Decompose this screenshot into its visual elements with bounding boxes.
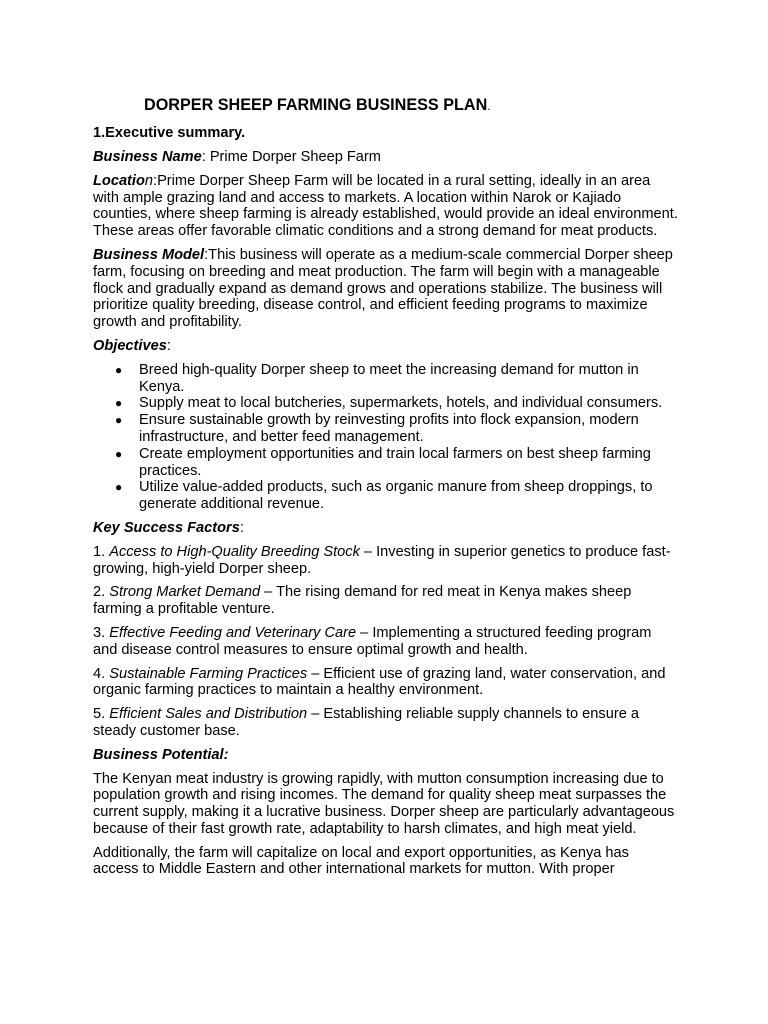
business-name-label: Business Name	[93, 149, 202, 165]
factor-text: – Establishing reliable supply channels to ensure a steady customer base.	[93, 706, 639, 739]
factor-number: 2.	[93, 584, 110, 601]
business-name-paragraph	[93, 149, 678, 166]
success-factor-item	[93, 584, 678, 618]
factor-number: 3.	[93, 624, 110, 641]
bullet-icon: ●	[115, 396, 123, 411]
key-success-factors-colon: :	[239, 519, 244, 536]
key-success-factors-heading	[93, 520, 678, 537]
factor-title: Sustainable Farming Practices	[109, 665, 308, 682]
location-text: :Prime Dorper Sheep Farm will be located in a rural setting, ideally in an area with ample grazing land and access to markets. A location within Narok or Kajiado counties, where sheep farming is already established, would provide an ideal environment. These areas offer favorable climatic conditions and a strong demand for meat products.	[93, 172, 678, 240]
business-potential-paragraph-1: The Kenyan meat industry is growing rapidly, with mutton consumption increasing due to population growth and rising incomes. The demand for quality sheep meat surpasses the current supply, making it a lucrative business. Dorper sheep are particularly advantageous because of their fast growth rate, adaptability to harsh climates, and high meat yield.	[93, 770, 675, 837]
business-model-text: :This business will operate as a medium-scale commercial Dorper sheep farm, focusing on breeding and meat production. The farm will begin with a manageable flock and gradually expand as demand grows and operations stabilize. The business will prioritize quality breeding, disease control, and efficient feeding programs to maximize growth and profitability.	[93, 246, 673, 331]
success-factor-item	[93, 666, 678, 700]
factor-title: Efficient Sales and Distribution	[109, 706, 308, 723]
document-title-period: .	[487, 99, 491, 113]
document-title-text: DORPER SHEEP FARMING BUSINESS PLAN	[144, 96, 488, 114]
factor-title: Strong Market Demand	[109, 584, 261, 601]
location-label: Locatio	[93, 172, 145, 189]
objective-text: Create employment opportunities and train local farmers on best sheep farming practices.	[139, 445, 651, 479]
executive-summary-heading: 1.Executive summary.	[93, 125, 246, 141]
business-name-value: Prime Dorper Sheep Farm	[209, 149, 381, 165]
bullet-icon: ●	[115, 413, 123, 428]
business-name-separator: :	[201, 149, 210, 165]
objective-text: Utilize value-added products, such as organic manure from sheep droppings, to generate additional revenue.	[139, 479, 653, 513]
document-title	[144, 95, 678, 116]
business-potential-label: Business Potential:	[93, 746, 229, 763]
bullet-icon: ●	[115, 362, 123, 377]
factor-text: – Efficient use of grazing land, water conservation, and organic farming practices to maintain a healthy environment.	[93, 665, 666, 699]
objectives-label: Objectives	[93, 337, 167, 354]
factor-title: Access to High-Quality Breeding Stock	[109, 543, 360, 560]
business-model-paragraph	[93, 247, 678, 331]
objective-text: Supply meat to local butcheries, supermarkets, hotels, and individual consumers.	[139, 395, 663, 412]
key-success-factors-label: Key Success Factors	[93, 519, 240, 536]
bullet-icon: ●	[115, 480, 123, 495]
business-potential-paragraph-2: Additionally, the farm will capitalize on local and export opportunities, as Kenya has access to Middle Eastern and other international markets for mutton. With proper	[93, 844, 629, 878]
success-factor-item	[93, 625, 678, 659]
factor-number: 1.	[93, 543, 110, 560]
success-factor-item	[93, 544, 678, 578]
list-item	[93, 412, 678, 446]
factor-number: 4.	[93, 665, 110, 682]
document-page	[93, 95, 678, 885]
factor-title: Effective Feeding and Veterinary Care	[109, 624, 357, 641]
objectives-list	[93, 362, 678, 513]
success-factor-item	[93, 706, 678, 740]
list-item	[93, 395, 678, 412]
objectives-colon: :	[166, 337, 171, 354]
objective-text: Breed high-quality Dorper sheep to meet the increasing demand for mutton in Kenya.	[139, 361, 639, 395]
factor-number: 5.	[93, 706, 110, 723]
location-paragraph	[93, 173, 678, 240]
business-potential-heading	[93, 747, 678, 764]
list-item	[93, 479, 678, 513]
business-model-label: Business Model	[93, 246, 205, 263]
factor-text: – Investing in superior genetics to produce fast-growing, high-yield Dorper sheep.	[93, 543, 671, 577]
list-item	[93, 446, 678, 480]
objective-text: Ensure sustainable growth by reinvesting profits into flock expansion, modern infrastructure, and better feed management.	[139, 412, 639, 445]
bullet-icon: ●	[115, 446, 123, 461]
location-label-tail: n	[144, 172, 154, 189]
factor-text: – Implementing a structured feeding program and disease control measures to ensure optimal growth and health.	[93, 624, 652, 658]
factor-text: – The rising demand for red meat in Kenya makes sheep farming a profitable venture.	[93, 584, 632, 618]
objectives-heading	[93, 338, 678, 355]
list-item	[93, 362, 678, 396]
